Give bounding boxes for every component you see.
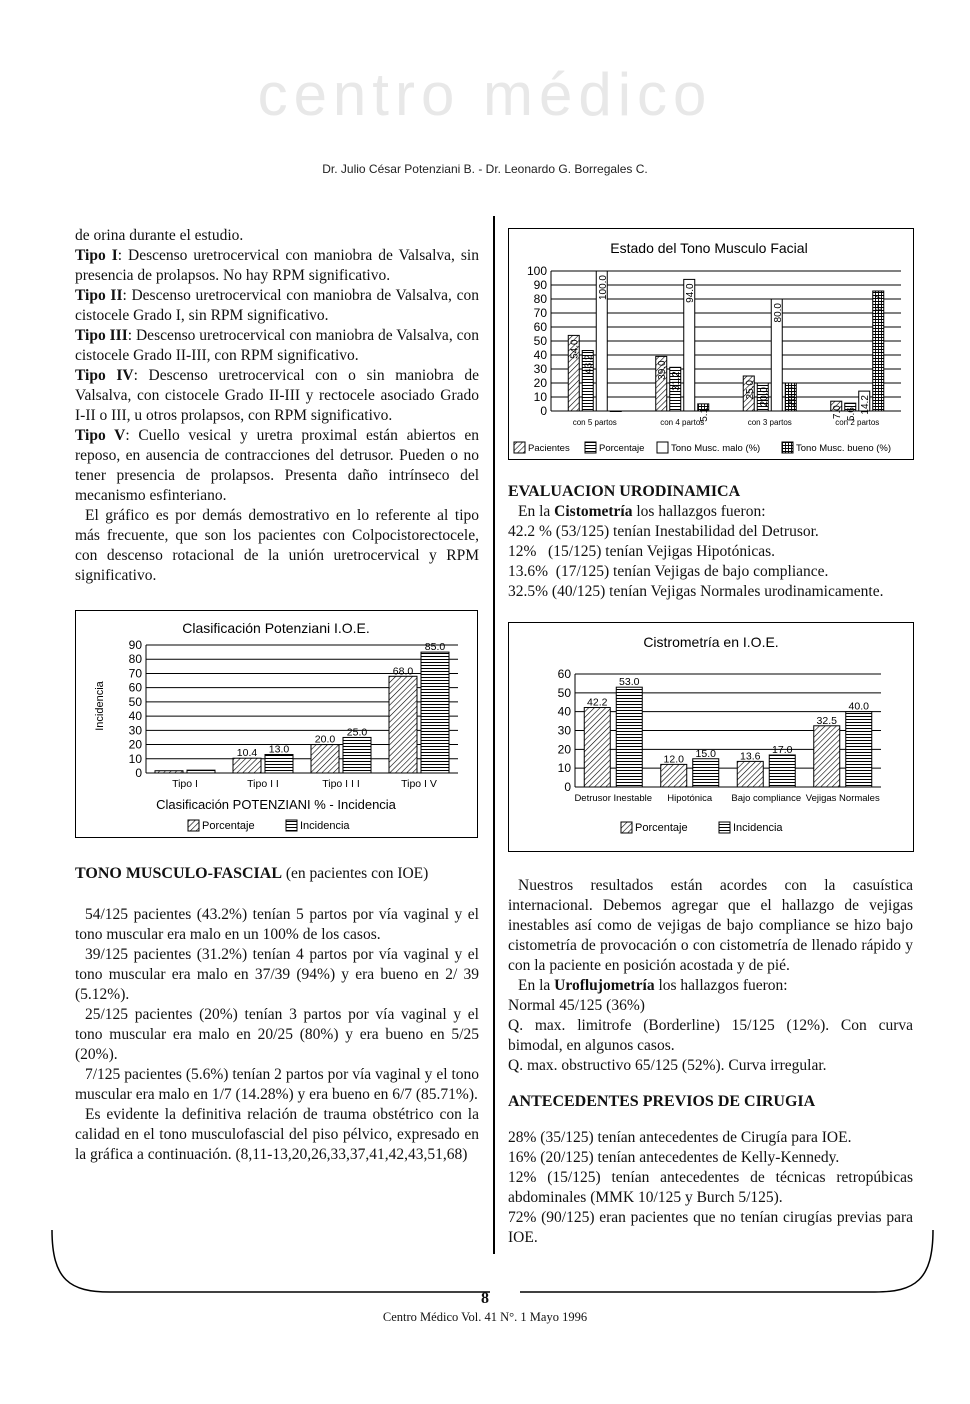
legend-label: Tono Musc. malo (%): [671, 443, 761, 454]
data-label: 94.0: [685, 283, 697, 303]
uro-line: Q. max. obstructivo 65/125 (52%). Curva irregular.: [508, 1057, 827, 1074]
y-tick-label: 40: [557, 704, 571, 719]
results-section: [508, 876, 913, 1248]
type-label: Tipo I: [75, 247, 118, 264]
journal-masthead: centro médico: [257, 61, 713, 128]
y-tick-label: 20: [557, 742, 571, 757]
grafico-paragraph: El gráfico es por demás demostrativo en lo referente al tipo más frecuente, que son los pacientes con Colpocistorectocele, con descenso rotacional de la unión uretrocervical y RPM significativo.: [75, 507, 479, 584]
data-label: 54.0: [569, 339, 581, 359]
text-fragment: Cistometría: [554, 503, 633, 520]
text-fragment: En la: [518, 977, 555, 994]
data-label: 20.0: [758, 387, 770, 407]
text-fragment: los hallazgos fueron:: [654, 977, 788, 994]
x-tick-label: Detrusor Inestable: [574, 793, 653, 804]
cisto-intro: [508, 502, 913, 522]
type-3-paragraph: [75, 326, 479, 366]
legend-swatch: [657, 442, 668, 453]
cisto-line: 12% (15/125) tenían Vejigas Hipotónicas.: [508, 543, 776, 560]
type-text: : Descenso uretrocervical con maniobra de Valsalva, sin presencia de prolapsos. No hay RPM significativo.: [75, 247, 479, 284]
ante-line: 72% (90/125) eran pacientes que no tenían cirugías previas para IOE.: [508, 1209, 913, 1246]
ante-line: 12% (15/125) tenían antecedentes de técnicas retropúbicas abdominales (MMK 10/125 y Burch 5/125).: [508, 1169, 913, 1206]
data-label: 13.6: [740, 750, 761, 763]
authors-line: Dr. Julio César Potenziani B. - Dr. Leonardo G. Borregales C.: [322, 162, 648, 176]
bar: [233, 758, 261, 773]
data-label: 80.0: [772, 303, 784, 323]
bar: [584, 708, 610, 787]
data-label: 20.0: [786, 387, 798, 407]
chart-tono: [508, 228, 914, 460]
tono-paragraph: 54/125 pacientes (43.2%) tenían 5 partos por vía vaginal y el tono muscular era malo en un 100% de los casos.: [75, 906, 479, 943]
bar: [389, 676, 417, 773]
chart-clasificacion: [75, 610, 478, 838]
legend-label: Incidencia: [733, 822, 783, 834]
data-label: 12.0: [663, 753, 684, 766]
data-label: 53.0: [619, 676, 640, 689]
data-label: 43.2: [583, 354, 595, 374]
data-label: 25.0: [346, 726, 368, 739]
bar: [421, 652, 449, 773]
x-tick-label: Tipo I: [172, 778, 198, 790]
data-label: 13.0: [268, 743, 290, 756]
cisto-line: 32.5% (40/125) tenían Vejigas Normales urodinamicamente.: [508, 583, 884, 600]
type-label: Tipo V: [75, 427, 126, 444]
journal-footer: Centro Médico Vol. 41 N°. 1 Mayo 1996: [382, 1310, 588, 1324]
section-heading: TONO MUSCULO-FASCIAL: [75, 865, 282, 882]
ante-line: 28% (35/125) tenían antecedentes de Cirugía para IOE.: [508, 1129, 852, 1146]
y-tick-label: 10: [533, 390, 547, 404]
cisto-line: 13.6% (17/125) tenían Vejigas de bajo compliance.: [508, 563, 829, 580]
column-divider: [493, 216, 495, 1254]
tono-paragraph: 39/125 pacientes (31.2%) tenían 4 partos por vía vaginal y el tono muscular era malo en 37/39 (94%) y era bueno en 2/ 39 (5.12%).: [75, 946, 479, 1003]
data-label: 10.4: [236, 747, 258, 760]
y-axis-title: Incidencia: [94, 681, 106, 731]
section-heading-rest: (en pacientes con IOE): [281, 865, 429, 882]
tono-paragraph: Es evidente la definitiva relación de trauma obstétrico con la calidad en el tono musculofascial del piso pélvico, expresado en la gráfica a continuación. (8,11-13,20,26,33,37,41,42,43,51,68): [75, 1106, 479, 1163]
type-text: : Descenso uretrocervical con maniobra de Valsalva, con cistocele Grado II-III, con RPM significativo.: [75, 327, 479, 364]
type-2-paragraph: [75, 286, 479, 326]
x-tick-label: Hipotónica: [667, 793, 713, 804]
y-tick-label: 20: [533, 376, 547, 390]
y-tick-label: 40: [128, 709, 142, 724]
bar: [187, 770, 215, 773]
y-tick-label: 60: [128, 680, 142, 695]
bar: [769, 755, 795, 787]
y-tick-label: 80: [128, 652, 142, 667]
bar: [343, 737, 371, 773]
legend-swatch: [286, 820, 297, 831]
chart-cistometria: [508, 622, 914, 852]
x-tick-label: Vejigas Normales: [805, 793, 880, 804]
chart-title: Estado del Tono Musculo Facial: [610, 240, 808, 256]
page-number: 8: [481, 1290, 489, 1307]
data-label: 68.0: [392, 665, 414, 678]
tono-paragraph: 7/125 pacientes (5.6%) tenían 2 partos por vía vaginal y el tono muscular era malo en 1/7 (14.28%) y era bueno en 6/7 (85.71%).: [75, 1066, 479, 1103]
data-label: 14.2: [860, 395, 872, 415]
y-tick-label: 80: [533, 292, 547, 306]
y-tick-label: 50: [533, 334, 547, 348]
tono-paragraph: 25/125 pacientes (20%) tenían 3 partos por vía vaginal y el tono muscular era malo en 20/25 (80%) y era bueno en 5/25 (20%).: [75, 1006, 479, 1063]
y-tick-label: 60: [533, 320, 547, 334]
legend-swatch: [719, 822, 730, 833]
data-label: 20.0: [314, 733, 336, 746]
type-4-paragraph: [75, 366, 479, 426]
uro-intro: [508, 976, 913, 996]
x-tick-label: Tipo I V: [401, 778, 437, 790]
bar: [661, 764, 687, 787]
x-tick-label: con 3 partos: [747, 418, 792, 427]
data-label: 85.7: [874, 295, 886, 315]
y-tick-label: 90: [128, 638, 142, 652]
legend-label: Incidencia: [300, 820, 350, 832]
bar: [610, 411, 621, 412]
y-tick-label: 60: [557, 667, 571, 681]
x-tick-label: Tipo I I: [247, 778, 279, 790]
type-1-paragraph: [75, 246, 479, 286]
y-tick-label: 70: [533, 306, 547, 320]
x-tick-label: Bajo compliance: [731, 793, 802, 804]
legend-swatch: [621, 822, 632, 833]
bar: [616, 687, 642, 787]
type-label: Tipo III: [75, 327, 128, 344]
y-tick-label: 70: [128, 666, 142, 681]
y-tick-label: 20: [128, 737, 142, 752]
type-text: : Cuello vesical y uretra proximal están abiertos en reposo, en ausencia de contracciones del detrusor. Pueden o no tener presencia de prolapsos. Presenta daño intrínseco del mecanismo esfinteriano.: [75, 427, 479, 504]
y-tick-label: 40: [533, 348, 547, 362]
text-fragment: los hallazgos fueron:: [632, 503, 766, 520]
data-label: 5.1: [699, 407, 711, 422]
x-tick-label: con 4 partos: [660, 418, 705, 427]
x-axis-title: Clasificación POTENZIANI % - Incidencia: [156, 797, 396, 812]
data-label: 39.0: [657, 360, 669, 380]
y-tick-label: 30: [533, 362, 547, 376]
legend-swatch: [188, 820, 199, 831]
bar: [814, 726, 840, 787]
chart-title: Cistrometría en I.O.E.: [643, 634, 779, 650]
section-heading: ANTECEDENTES PREVIOS DE CIRUGIA: [508, 1093, 816, 1110]
tono-paragraphs: [75, 905, 479, 1165]
x-tick-label: Tipo I I I: [322, 778, 360, 790]
legend-swatch: [782, 442, 793, 453]
uro-line: Normal 45/125 (36%): [508, 997, 645, 1014]
type-label: Tipo II: [75, 287, 123, 304]
legend-label: Porcentaje: [635, 822, 688, 834]
bar: [846, 712, 872, 787]
bar: [311, 745, 339, 773]
data-label: 5.6: [846, 407, 858, 422]
tono-heading: [75, 864, 479, 884]
y-tick-label: 0: [135, 766, 142, 780]
type-text: : Descenso uretrocervical con o sin maniobra de Valsalva, con cistocele Grado II-III y rectocele asociado Grado I-II o III, u otros prolapsos, con RPM significativo.: [75, 367, 479, 424]
y-tick-label: 50: [128, 694, 142, 709]
cisto-line: 42.2 % (53/125) tenían Inestabilidad del Detrusor.: [508, 523, 819, 540]
data-label: 15.0: [695, 747, 716, 760]
ante-line: 16% (20/125) tenían antecedentes de Kelly-Kennedy.: [508, 1149, 840, 1166]
data-label: 42.2: [587, 696, 608, 709]
text-fragment: En la: [518, 503, 555, 520]
bar: [155, 771, 183, 773]
y-tick-label: 100: [526, 264, 547, 278]
legend-swatch: [514, 442, 525, 453]
data-label: 25.0: [744, 380, 756, 400]
data-label: 85.0: [424, 641, 446, 654]
left-column: [75, 226, 479, 586]
intro-text: de orina durante el estudio.: [75, 227, 244, 244]
y-tick-label: 10: [557, 761, 571, 776]
legend-label: Porcentaje: [599, 443, 645, 454]
y-tick-label: 50: [557, 685, 571, 700]
legend-label: Pacientes: [528, 443, 570, 454]
data-label: 40.0: [848, 700, 869, 713]
legend-swatch: [585, 442, 596, 453]
data-label: 17.0: [772, 743, 793, 756]
chart-title: Clasificación Potenziani I.O.E.: [182, 620, 370, 636]
data-label: 31.2: [671, 371, 683, 391]
y-tick-label: 10: [128, 751, 142, 766]
y-tick-label: 90: [533, 278, 547, 292]
legend-label: Porcentaje: [202, 820, 255, 832]
uro-line: Q. max. limitrofe (Borderline) 15/125 (12%). Con curva bimodal, en algunos casos.: [508, 1017, 913, 1054]
y-tick-label: 30: [557, 723, 571, 738]
x-tick-label: con 2 partos: [835, 418, 880, 427]
legend-label: Tono Musc. bueno (%): [796, 443, 892, 454]
data-label: 32.5: [816, 714, 837, 727]
data-label: 100.0: [597, 275, 609, 301]
type-text: : Descenso uretrocervical con maniobra de Valsalva, con cistocele Grado I, sin RPM significativo.: [75, 287, 479, 324]
bar: [693, 759, 719, 787]
y-tick-label: 0: [564, 780, 571, 794]
y-tick-label: 30: [128, 723, 142, 738]
y-tick-label: 0: [540, 404, 547, 418]
data-label: 7.0: [832, 405, 844, 420]
type-5-paragraph: [75, 426, 479, 506]
evaluacion-section: [508, 482, 913, 602]
section-heading: EVALUACION URODINAMICA: [508, 483, 741, 500]
x-tick-label: con 5 partos: [572, 418, 617, 427]
bar: [737, 761, 763, 787]
bar: [265, 755, 293, 773]
nuestros-paragraph: Nuestros resultados están acordes con la casuística internacional. Debemos agregar que el hallazgo de vejigas inestables así como de vejigas de bajo compliance se hizo bajo cistometría de provocación o con cistometría de llenado rápido y con la paciente en posición acostada y de pié.: [508, 877, 913, 974]
type-label: Tipo IV: [75, 367, 134, 384]
text-fragment: Uroflujometría: [554, 977, 655, 994]
